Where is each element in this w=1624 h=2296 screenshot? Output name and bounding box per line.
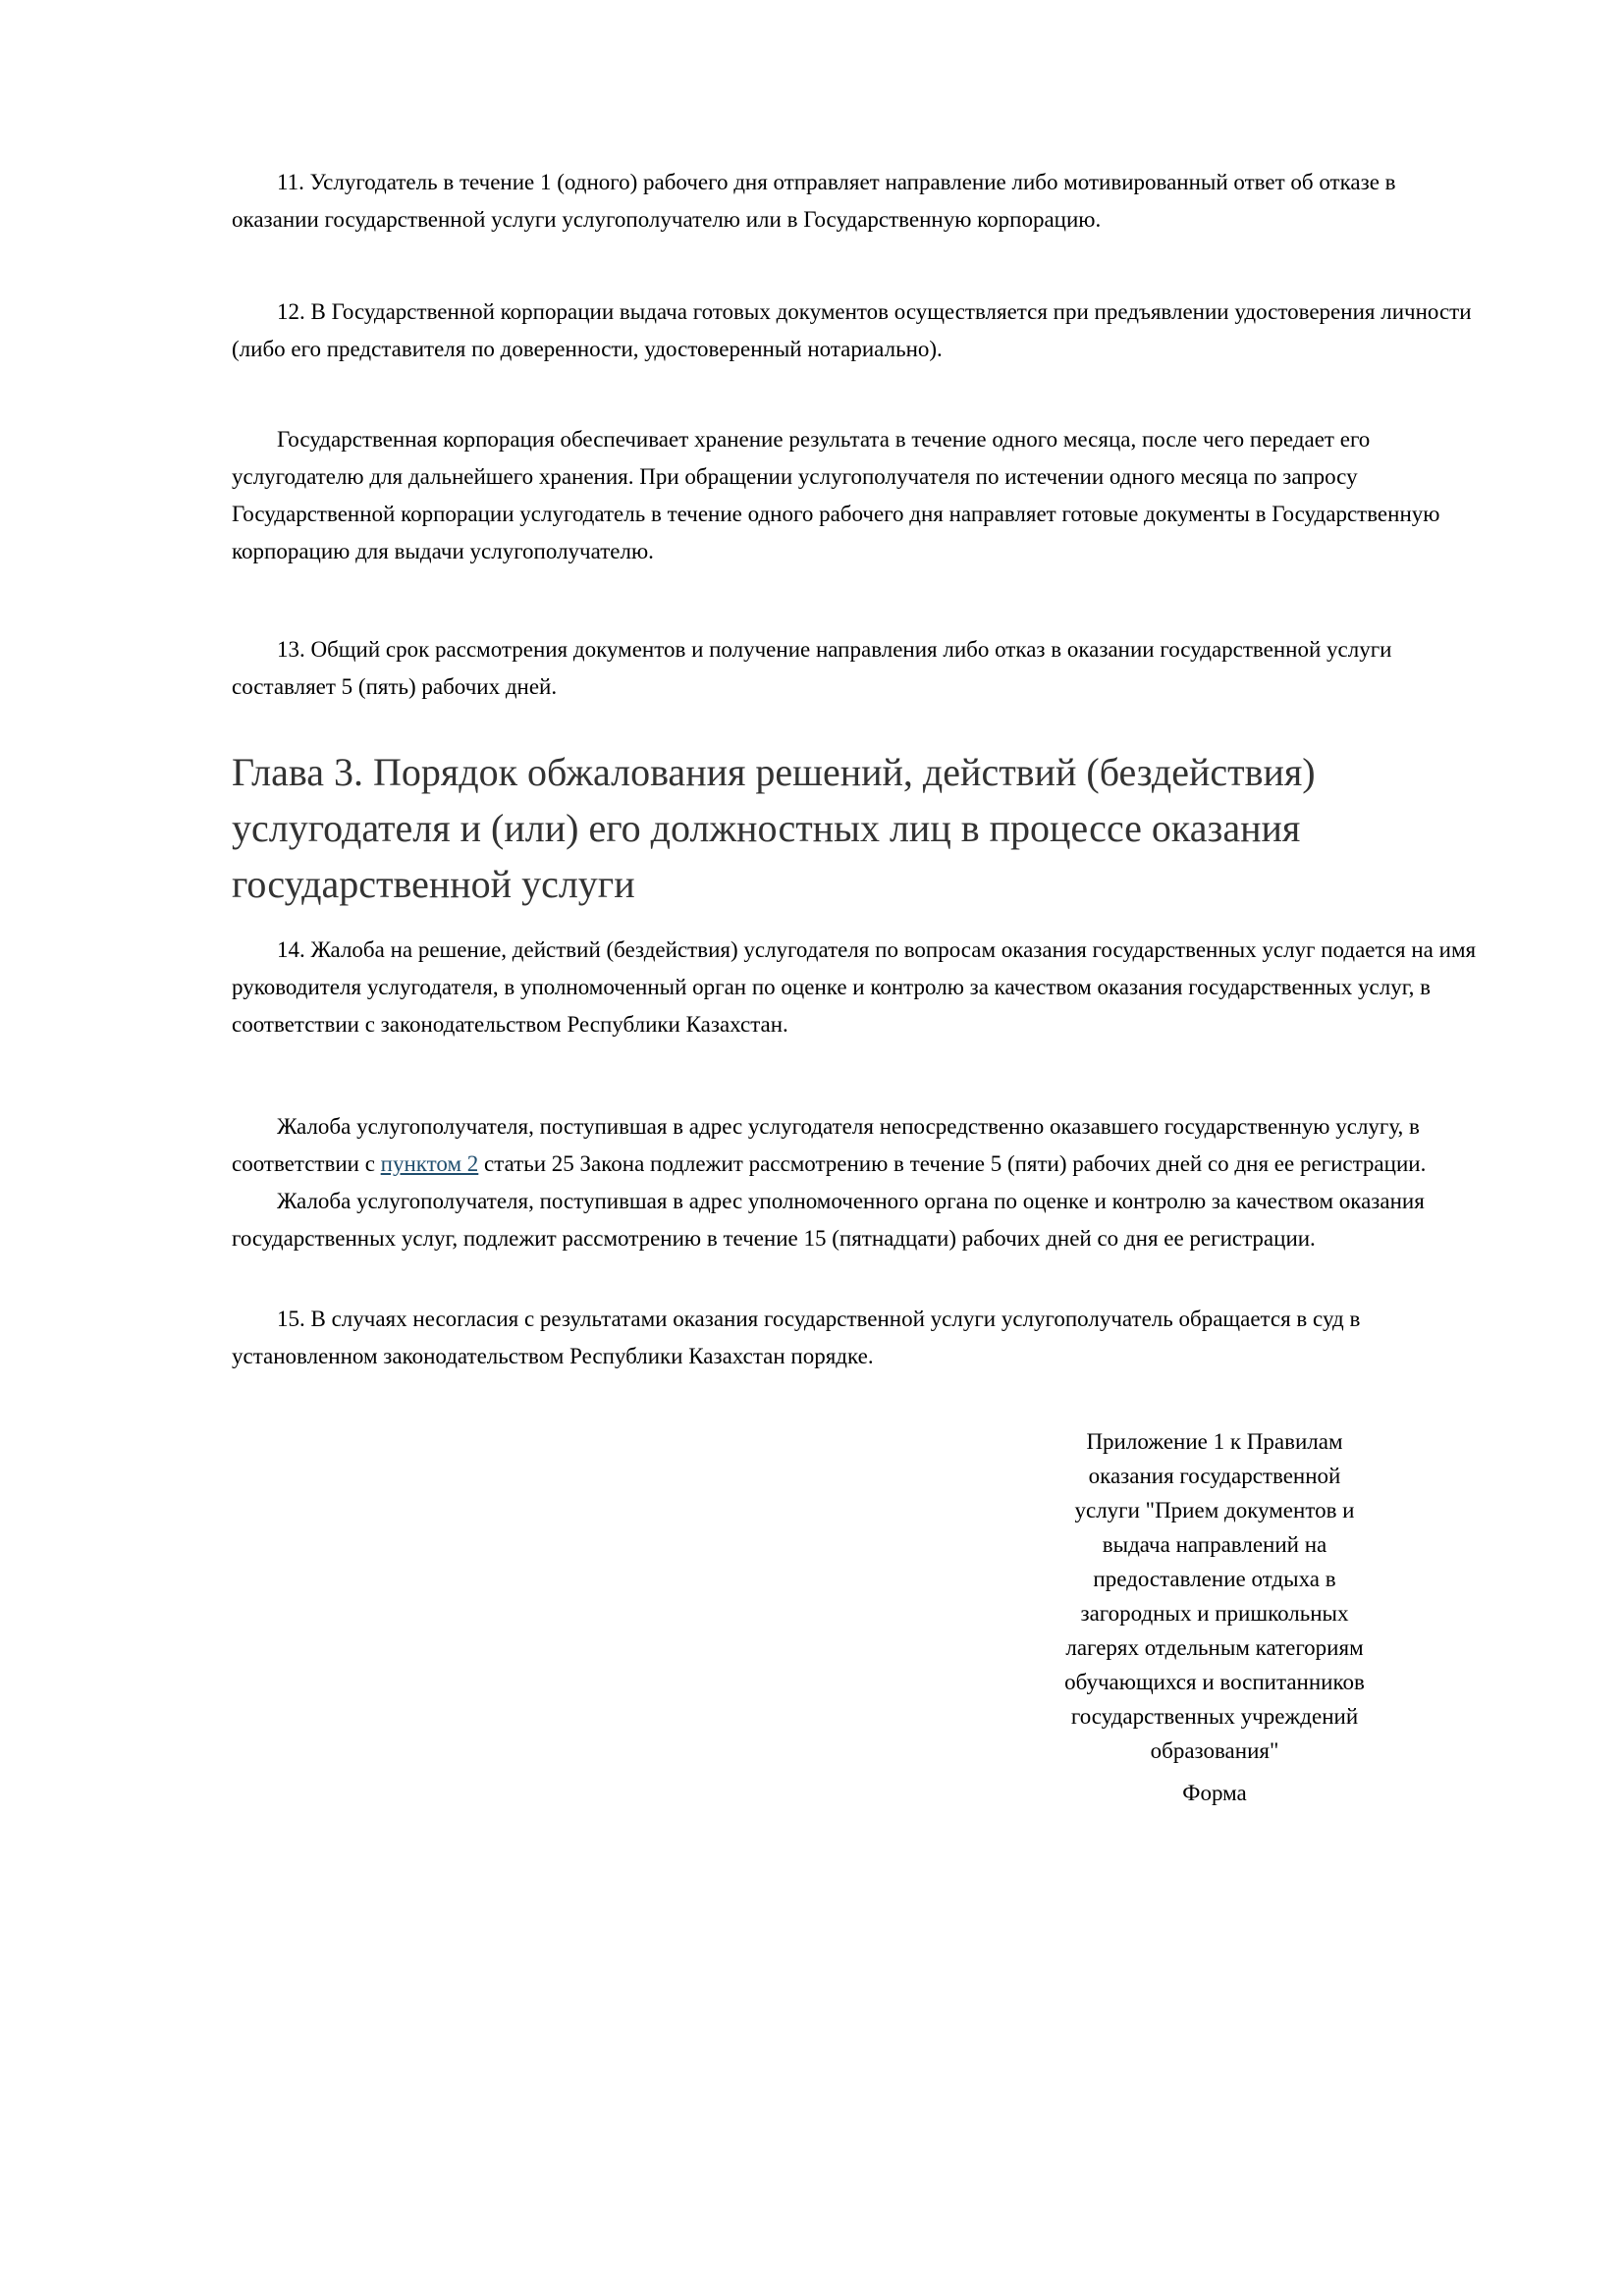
appendix-line: выдача направлений на — [1102, 1532, 1327, 1557]
appendix-block — [1048, 1424, 1381, 1810]
appendix-line: услуги "Прием документов и — [1074, 1498, 1355, 1522]
appendix-line: Приложение 1 к Правилам — [1086, 1429, 1343, 1454]
appendix-line: образования" — [1150, 1738, 1279, 1763]
paragraph-14: 14. Жалоба на решение, действий (бездействия) услугодателя по вопросам оказания государственных услуг подается на имя руководителя услугодателя, в уполномоченный орган по оценке и контролю за качеством оказания государственных услуг, в соответствии с законодательством Республики Казахстан. — [232, 937, 1477, 1037]
paragraph-15: 15. В случаях несогласия с результатами оказания государственной услуги услугополучатель обращается в суд в установленном законодательством Республики Казахстан порядке. — [232, 1307, 1361, 1368]
paragraph-13: 13. Общий срок рассмотрения документов и получение направления либо отказ в оказании государственной услуги составляет 5 (пять) рабочих дней. — [232, 637, 1392, 699]
paragraph-11: 11. Услугодатель в течение 1 (одного) рабочего дня отправляет направление либо мотивированный ответ об отказе в оказании государственной услуги услугополучателю или в Государственную корпорацию. — [232, 170, 1396, 232]
appendix-line: загородных и пришкольных — [1080, 1601, 1349, 1626]
appendix-line: государственных учреждений — [1070, 1704, 1359, 1729]
form-label: Форма — [1182, 1781, 1247, 1805]
chapter-3-heading: Глава 3. Порядок обжалования решений, действий (бездействия) услугодателя и (или) его должностных лиц в процессе оказания государственной услуги — [232, 750, 1316, 906]
complaint-provider-text-after: статьи 25 Закона подлежит рассмотрению в течение 5 (пяти) рабочих дней со дня ее регистрации. — [478, 1151, 1427, 1176]
appendix-line: предоставление отдыха в — [1093, 1567, 1336, 1591]
appendix-line: обучающихся и воспитанников — [1064, 1670, 1365, 1694]
appendix-line: оказания государственной — [1088, 1464, 1341, 1488]
point-2-link[interactable]: пунктом 2 — [380, 1151, 479, 1176]
paragraph-storage: Государственная корпорация обеспечивает хранение результата в течение одного месяца, после чего передает его услугодателю для дальнейшего хранения. При обращении услугополучателя по истечении одного месяца по запросу Государственной корпорации услугодатель в течение одного рабочего дня направляет готовые документы в Государственную корпорацию для выдачи услугополучателю. — [232, 427, 1440, 563]
paragraph-complaint-authority: Жалоба услугополучателя, поступившая в адрес уполномоченного органа по оценке и контролю за качеством оказания государственных услуг, подлежит рассмотрению в течение 15 (пятнадцати) рабочих дней со дня ее регистрации. — [232, 1189, 1425, 1251]
appendix-line: лагерях отдельным категориям — [1065, 1635, 1364, 1660]
paragraph-12: 12. В Государственной корпорации выдача готовых документов осуществляется при предъявлении удостоверения личности (либо его представителя по доверенности, удостоверенный нотариально). — [232, 299, 1472, 361]
complaint-provider-text-before: Жалоба услугополучателя, поступившая в адрес услугодателя непосредственно оказавшего государственную услугу, в соответствии с — [232, 1114, 1420, 1176]
paragraph-complaint-provider — [232, 1108, 1487, 1183]
